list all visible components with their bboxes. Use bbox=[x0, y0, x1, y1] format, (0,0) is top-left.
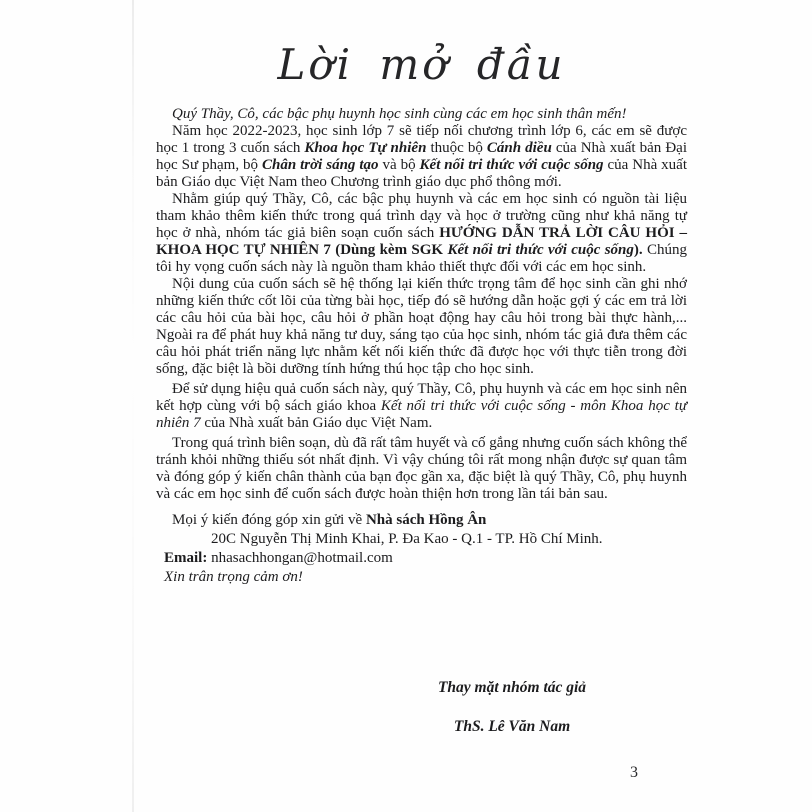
signature-role: Thay mặt nhóm tác giả bbox=[437, 679, 587, 696]
paragraph-feedback-request: Trong quá trình biên soạn, dù đã rất tâm huyết và cố gắng nhưng cuốn sách không thể tránh khỏi những thiếu sót nhất định. Vì vậy chúng tôi rất mong nhận được sự quan tâm và đóng góp ý kiến chân thành của bạn đọc gần xa, đặc biệt là quý Thầy, Cô, phụ huynh và các em học sinh để cuốn sách được hoàn thiện hơn trong lần tái bản sau. bbox=[156, 435, 687, 502]
page-number: 3 bbox=[630, 764, 638, 781]
paragraph-curriculum: Năm học 2022-2023, học sinh lớp 7 sẽ tiếp nối chương trình lớp 6, các em sẽ được học 1 trong 3 cuốn sách Khoa học Tự nhiên thuộc bộ Cánh diều của Nhà xuất bản Đại học Sư phạm, bộ Chân trời sáng tạo và bộ Kết nối tri thức với cuộc sống của Nhà xuất bản Giáo dục Việt Nam theo Chương trình giáo dục phổ thông mới. bbox=[156, 123, 687, 190]
signature-name: ThS. Lê Văn Nam bbox=[453, 718, 571, 735]
contact-intro-line: Mọi ý kiến đóng góp xin gửi về Nhà sách Hồng Ân bbox=[172, 512, 487, 528]
paragraph-book-purpose: Nhằm giúp quý Thầy, Cô, các bậc phụ huynh và các em học sinh có nguồn tài liệu tham khảo thêm kiến thức trong quá trình dạy và học ở trường cũng như khả năng tự học ở nhà, nhóm tác giả biên soạn cuốn sách HƯỚNG DẪN TRẢ LỜI CÂU HỎI – KHOA HỌC TỰ NHIÊN 7 (Dùng kèm SGK Kết nối tri thức với cuộc sống). Chúng tôi hy vọng cuốn sách này là nguồn tham khảo thiết thực đối với các em học sinh. bbox=[156, 191, 687, 275]
page-crease-line bbox=[132, 0, 134, 812]
page-title: Lời mở đầu bbox=[277, 40, 566, 89]
signature-block bbox=[362, 679, 662, 736]
preface-body bbox=[156, 106, 687, 587]
thanks-line: Xin trân trọng cảm ơn! bbox=[164, 569, 303, 585]
address-line: 20C Nguyễn Thị Minh Khai, P. Đa Kao - Q.1 - TP. Hồ Chí Minh. bbox=[211, 531, 603, 547]
greeting-line: Quý Thầy, Cô, các bậc phụ huynh học sinh cùng các em học sinh thân mến! bbox=[172, 106, 627, 122]
paragraph-usage-recommendation: Để sử dụng hiệu quả cuốn sách này, quý Thầy, Cô, phụ huynh và các em học sinh nên kết hợp cùng với bộ sách giáo khoa Kết nối tri thức với cuộc sống - môn Khoa học tự nhiên 7 của Nhà xuất bản Giáo dục Việt Nam. bbox=[156, 381, 687, 431]
email-line: Email: nhasachhongan@hotmail.com bbox=[164, 550, 393, 566]
paragraph-content-overview: Nội dung của cuốn sách sẽ hệ thống lại kiến thức trọng tâm để học sinh cần ghi nhớ những kiến thức cốt lõi của từng bài học, tiếp đó sẽ hướng dẫn hoặc gợi ý các em trả lời các câu hỏi của bài học, câu hỏi ở phần hoạt động hay câu hỏi trong bài thực hành,... Ngoài ra để phát huy khả năng tư duy, sáng tạo của học sinh, nhóm tác giả đưa thêm các câu hỏi phát triển năng lực nhằm kết nối kiến thức đã được học với thực tiễn trong đời sống, đặc biệt là bồi dưỡng tính hứng thú học tập cho học sinh. bbox=[156, 276, 687, 377]
